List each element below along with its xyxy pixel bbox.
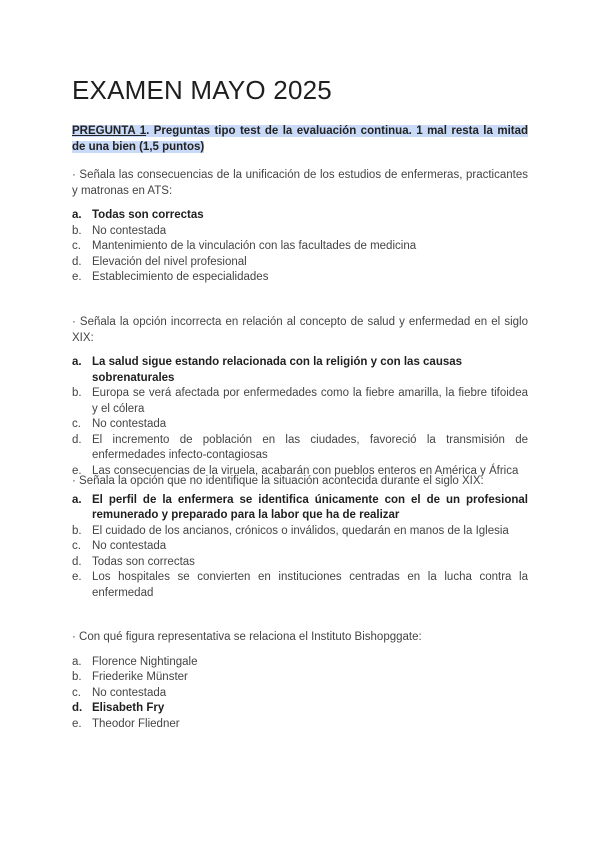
option-c: c. No contestada: [72, 686, 167, 699]
option-d: d. El incremento de población en las ciudades, favoreció la transmisión de enfermedades infecto-contagiosas: [72, 433, 528, 461]
options-list: [72, 493, 528, 602]
option-b: b. No contestada: [72, 224, 167, 237]
option-e: e. Los hospitales se convierten en instituciones centradas en la lucha contra la enfermedad: [72, 571, 528, 599]
option-c: c. No contestada: [72, 418, 167, 430]
options-list: [72, 208, 528, 286]
question-1: [72, 168, 528, 286]
option-e: e. Las consecuencias de la viruela, acabarán con pueblos enteros en América y África: [72, 464, 519, 477]
question-prompt: · Con qué figura representativa se relaciona el Instituto Bishopggate:: [72, 631, 422, 643]
question-prompt: · Señala las consecuencias de la unificación de los estudios de enfermeras, practicantes y matronas en ATS:: [72, 169, 528, 197]
option-a: a. Florence Nightingale: [72, 655, 198, 668]
question-prompt: · Señala la opción incorrecta en relación al concepto de salud y enfermedad en el siglo XIX:: [72, 316, 528, 344]
option-c: c. Mantenimiento de la vinculación con las facultades de medicina: [72, 240, 417, 252]
option-b: b. Europa se verá afectada por enfermedades como la fiebre amarilla, la fiebre tifoidea y el cólera: [72, 387, 528, 415]
option-a: a. El perfil de la enfermera se identifica únicamente con el de un profesional remunerado y preparado para la labor que ha de realizar: [72, 493, 528, 521]
option-a: a. La salud sigue estando relacionada con la religión y con las causas sobrenaturales: [72, 356, 463, 384]
question-number: PREGUNTA 1: [72, 125, 147, 137]
option-d: d. Elisabeth Fry: [72, 702, 165, 714]
question-header: [72, 124, 528, 155]
options-list: [72, 355, 528, 479]
question-3: [72, 474, 528, 601]
option-b: b. El cuidado de los ancianos, crónicos o inválidos, quedarán en manos de la Iglesia: [72, 524, 509, 537]
options-list: [72, 655, 528, 733]
option-e: e. Theodor Fliedner: [72, 717, 180, 730]
exam-title: EXAMEN MAYO 2025: [72, 75, 332, 105]
option-c: c. No contestada: [72, 540, 167, 552]
question-instructions: . Preguntas tipo test de la evaluación continua. 1 mal resta la mitad de una bien (1,5 puntos): [72, 125, 529, 153]
question-2: [72, 315, 528, 479]
question-4: [72, 630, 528, 732]
option-d: d. Elevación del nivel profesional: [72, 255, 247, 268]
option-b: b. Friederike Münster: [72, 671, 188, 683]
option-e: e. Establecimiento de especialidades: [72, 271, 269, 283]
option-d: d. Todas son correctas: [72, 555, 195, 568]
question-prompt: · Señala la opción que no identifique la situación acontecida durante el siglo XIX:: [72, 475, 484, 487]
option-a: a. Todas son correctas: [72, 209, 204, 221]
